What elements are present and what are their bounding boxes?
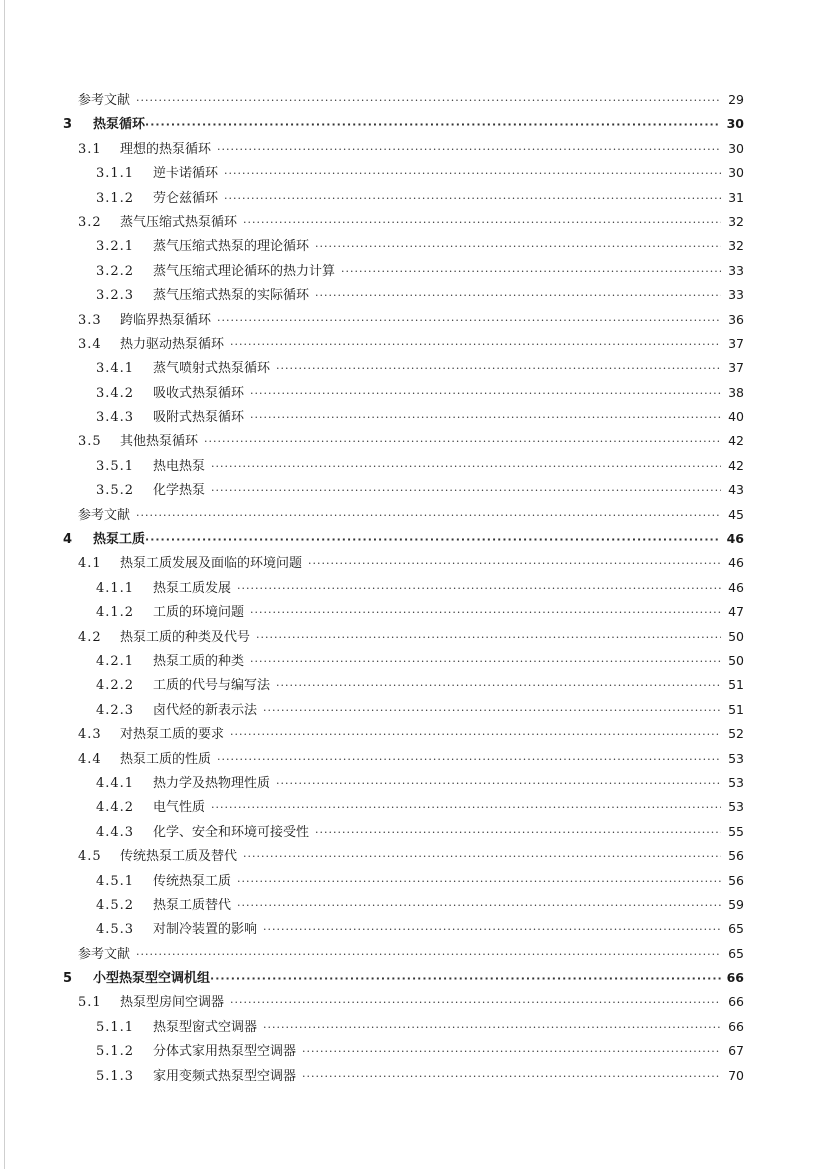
toc-entry[interactable] [60,649,744,673]
toc-entry-title: 热泵循环 [93,117,146,133]
toc-entry-title: 热泵工质替代 [153,897,232,913]
dot-leader [136,504,721,528]
toc-entry[interactable] [60,722,744,746]
toc-entry-page: 42 [728,457,744,473]
toc-entry[interactable] [60,234,744,258]
toc-entry-page: 30 [728,165,744,181]
dot-leader [308,552,721,576]
toc-entry-number: 5 [63,971,73,987]
toc-entry-number: 5.1 [78,995,102,1011]
toc-entry-title: 逆卡诺循环 [153,166,219,182]
dot-leader [204,430,721,454]
toc-entry-title: 热电热泵 [153,458,206,474]
toc-entry-number: 3.5.1 [96,458,135,474]
dot-leader [250,406,721,430]
toc-entry-page: 51 [728,677,744,693]
toc-entry[interactable] [60,137,744,161]
toc-entry-title: 蒸气喷射式热泵循环 [153,361,271,377]
toc-entry-title: 吸收式热泵循环 [153,385,245,401]
toc-entry[interactable] [60,795,744,819]
toc-entry-number: 3.5.2 [96,483,135,499]
toc-entry-title: 蒸气压缩式理论循环的热力计算 [153,263,336,279]
toc-entry-page: 32 [728,213,744,229]
toc-entry[interactable] [60,381,744,405]
toc-entry-number: 4.5.2 [96,897,135,913]
toc-entry-title: 劳仑兹循环 [153,190,219,206]
toc-entry-number: 4.2.3 [96,702,135,718]
toc-entry-number: 4.4.2 [96,800,135,816]
dot-leader [224,162,721,186]
toc-entry[interactable] [60,161,744,185]
toc-entry-number: 3.4.1 [96,361,135,377]
dot-leader [136,943,721,967]
toc-entry[interactable] [60,990,744,1014]
toc-entry-page: 70 [728,1067,744,1083]
toc-entry-number: 4.1.1 [96,580,135,596]
table-of-contents [60,88,744,1088]
toc-entry-title: 蒸气压缩式热泵的理论循环 [153,239,310,255]
toc-entry-page: 36 [728,311,744,327]
toc-entry-page: 37 [728,360,744,376]
toc-entry-page: 45 [728,506,744,522]
toc-entry-number: 3.2 [78,214,102,230]
dot-leader [263,699,721,723]
toc-entry-page: 53 [728,750,744,766]
dot-leader [136,89,721,113]
toc-entry[interactable] [60,917,744,941]
toc-entry[interactable] [60,942,744,966]
dot-leader [250,650,721,674]
toc-entry-page: 51 [728,701,744,717]
toc-entry-title: 参考文献 [78,946,131,962]
dot-leader [217,138,721,162]
toc-entry-title: 热泵型窗式空调器 [153,1019,258,1035]
toc-entry[interactable] [60,405,744,429]
toc-entry-title: 热泵型房间空调器 [120,995,225,1011]
dot-leader [256,626,721,650]
toc-entry[interactable] [60,283,744,307]
toc-entry-title: 热泵工质发展及面临的环境问题 [120,556,303,572]
toc-entry-number: 3.3 [78,312,102,328]
toc-entry-number: 4.3 [78,727,102,743]
page-edge-line [4,0,5,1169]
toc-entry-title: 传统热泵工质及替代 [120,849,238,865]
toc-entry[interactable] [60,747,744,771]
toc-entry-number: 3.5 [78,434,102,450]
toc-entry-page: 53 [728,799,744,815]
toc-entry[interactable] [60,332,744,356]
toc-entry-number: 5.1.3 [96,1068,135,1084]
dot-leader [217,309,721,333]
toc-entry-number: 4.2.1 [96,653,135,669]
toc-entry-page: 52 [728,726,744,742]
toc-entry-number: 3.2.3 [96,288,135,304]
toc-entry-page: 65 [728,945,744,961]
toc-entry-page: 40 [728,409,744,425]
dot-leader [145,113,721,137]
toc-entry[interactable] [60,1039,744,1063]
toc-entry-title: 热泵工质的种类 [153,653,245,669]
toc-entry-title: 化学热泵 [153,483,206,499]
toc-entry-page: 33 [728,287,744,303]
dot-leader [302,1040,721,1064]
toc-entry[interactable] [60,356,744,380]
toc-entry-page: 47 [728,604,744,620]
toc-entry-number: 4.5.1 [96,873,135,889]
toc-entry[interactable] [60,771,744,795]
toc-entry-title: 工质的代号与编写法 [153,678,271,694]
toc-entry[interactable] [60,869,744,893]
toc-entry-title: 化学、安全和环境可接受性 [153,824,310,840]
dot-leader [243,845,721,869]
toc-entry-title: 热力驱动热泵循环 [120,336,225,352]
toc-entry-number: 3.4.2 [96,385,135,401]
toc-entry-page: 67 [728,1043,744,1059]
toc-entry-number: 4.4.1 [96,775,135,791]
toc-entry-title: 热力学及热物理性质 [153,775,271,791]
dot-leader [237,577,721,601]
toc-entry-title: 电气性质 [153,800,206,816]
dot-leader [263,918,721,942]
toc-entry-number: 4.5 [78,849,102,865]
toc-entry[interactable] [60,1064,744,1088]
toc-entry-page: 38 [728,384,744,400]
toc-entry-page: 66 [728,994,744,1010]
toc-entry[interactable] [60,844,744,868]
toc-entry-number: 5.1.2 [96,1044,135,1060]
toc-entry[interactable] [60,210,744,234]
toc-entry-number: 4.2.2 [96,678,135,694]
toc-entry-title: 工质的环境问题 [153,605,245,621]
toc-entry[interactable] [60,893,744,917]
toc-entry-number: 4.4.3 [96,824,135,840]
toc-entry-number: 3.4.3 [96,410,135,426]
toc-entry-number: 3.4 [78,336,102,352]
toc-entry-title: 分体式家用热泵型空调器 [153,1044,297,1060]
dot-leader [217,748,721,772]
toc-entry-number: 3.1.1 [96,166,135,182]
toc-entry[interactable] [60,600,744,624]
dot-leader [211,796,721,820]
toc-entry[interactable] [60,429,744,453]
toc-entry-page: 30 [726,116,744,132]
toc-entry-number: 5.1.1 [96,1019,135,1035]
toc-entry-title: 理想的热泵循环 [120,141,212,157]
toc-entry-title: 热泵工质的性质 [120,751,212,767]
toc-entry-title: 跨临界热泵循环 [120,312,212,328]
dot-leader [315,235,721,259]
toc-entry-number: 3.1.2 [96,190,135,206]
toc-entry-page: 50 [728,652,744,668]
dot-leader [250,382,721,406]
toc-entry-page: 46 [728,555,744,571]
toc-entry-page: 43 [728,482,744,498]
toc-entry-page: 33 [728,262,744,278]
toc-entry-number: 4.1.2 [96,605,135,621]
toc-entry-title: 参考文献 [78,507,131,523]
toc-entry-title: 小型热泵型空调机组 [93,971,211,987]
dot-leader [211,479,721,503]
dot-leader [341,260,721,284]
toc-entry-title: 对热泵工质的要求 [120,727,225,743]
dot-leader [243,211,721,235]
toc-entry-title: 热泵工质的种类及代号 [120,629,251,645]
toc-entry[interactable] [60,308,744,332]
toc-entry-page: 29 [728,92,744,107]
toc-entry-page: 66 [726,970,744,986]
dot-leader [276,357,721,381]
dot-leader [276,674,721,698]
toc-entry-title: 吸附式热泵循环 [153,410,245,426]
toc-entry-page: 37 [728,335,744,351]
toc-entry-number: 3.2.1 [96,239,135,255]
toc-entry-title: 其他热泵循环 [120,434,199,450]
toc-entry-title: 参考文献 [78,93,131,108]
toc-entry-page: 59 [728,896,744,912]
dot-leader [250,601,721,625]
dot-leader [263,1016,721,1040]
toc-entry-number: 4.2 [78,629,102,645]
toc-entry[interactable] [60,966,744,990]
toc-entry-page: 46 [728,579,744,595]
toc-entry-title: 卤代烃的新表示法 [153,702,258,718]
toc-entry-page: 55 [728,823,744,839]
dot-leader [230,333,721,357]
toc-entry[interactable] [60,551,744,575]
toc-entry[interactable] [60,88,744,112]
toc-entry-page: 42 [728,433,744,449]
toc-entry-title: 热泵工质发展 [153,580,232,596]
toc-entry-number: 3.1 [78,141,102,157]
toc-entry-number: 4.4 [78,751,102,767]
dot-leader [211,455,721,479]
dot-leader [230,723,721,747]
dot-leader [302,1065,721,1089]
toc-entry-title: 蒸气压缩式热泵的实际循环 [153,288,310,304]
toc-entry[interactable] [60,673,744,697]
toc-entry-title: 家用变频式热泵型空调器 [153,1068,297,1084]
toc-entry-page: 32 [728,238,744,254]
toc-entry-page: 30 [728,140,744,156]
toc-entry[interactable] [60,625,744,649]
dot-leader [315,821,721,845]
toc-entry[interactable] [60,503,744,527]
toc-entry[interactable] [60,186,744,210]
toc-entry[interactable] [60,259,744,283]
dot-leader [276,772,721,796]
toc-entry-title: 传统热泵工质 [153,873,232,889]
dot-leader [315,284,721,308]
toc-entry-page: 46 [726,531,744,547]
dot-leader [224,187,721,211]
toc-entry[interactable] [60,478,744,502]
toc-entry-number: 4.1 [78,556,102,572]
toc-entry-number: 3.2.2 [96,263,135,279]
toc-entry-page: 53 [728,774,744,790]
toc-entry-page: 31 [728,189,744,205]
dot-leader [210,967,721,991]
toc-entry[interactable] [60,1015,744,1039]
toc-entry-page: 66 [728,1018,744,1034]
toc-entry-number: 4 [63,532,73,548]
toc-entry-page: 56 [728,848,744,864]
toc-entry[interactable] [60,454,744,478]
toc-entry[interactable] [60,698,744,722]
dot-leader [237,870,721,894]
toc-entry-page: 65 [728,921,744,937]
toc-entry[interactable] [60,820,744,844]
toc-entry-page: 56 [728,872,744,888]
toc-entry-number: 3 [63,117,73,133]
toc-entry[interactable] [60,112,744,136]
toc-entry-title: 热泵工质 [93,532,146,548]
toc-entry-page: 50 [728,628,744,644]
toc-entry[interactable] [60,527,744,551]
dot-leader [230,991,721,1015]
dot-leader [237,894,721,918]
dot-leader [145,528,721,552]
toc-entry-title: 对制冷装置的影响 [153,922,258,938]
toc-entry-title: 蒸气压缩式热泵循环 [120,214,238,230]
toc-entry[interactable] [60,576,744,600]
toc-entry-number: 4.5.3 [96,922,135,938]
